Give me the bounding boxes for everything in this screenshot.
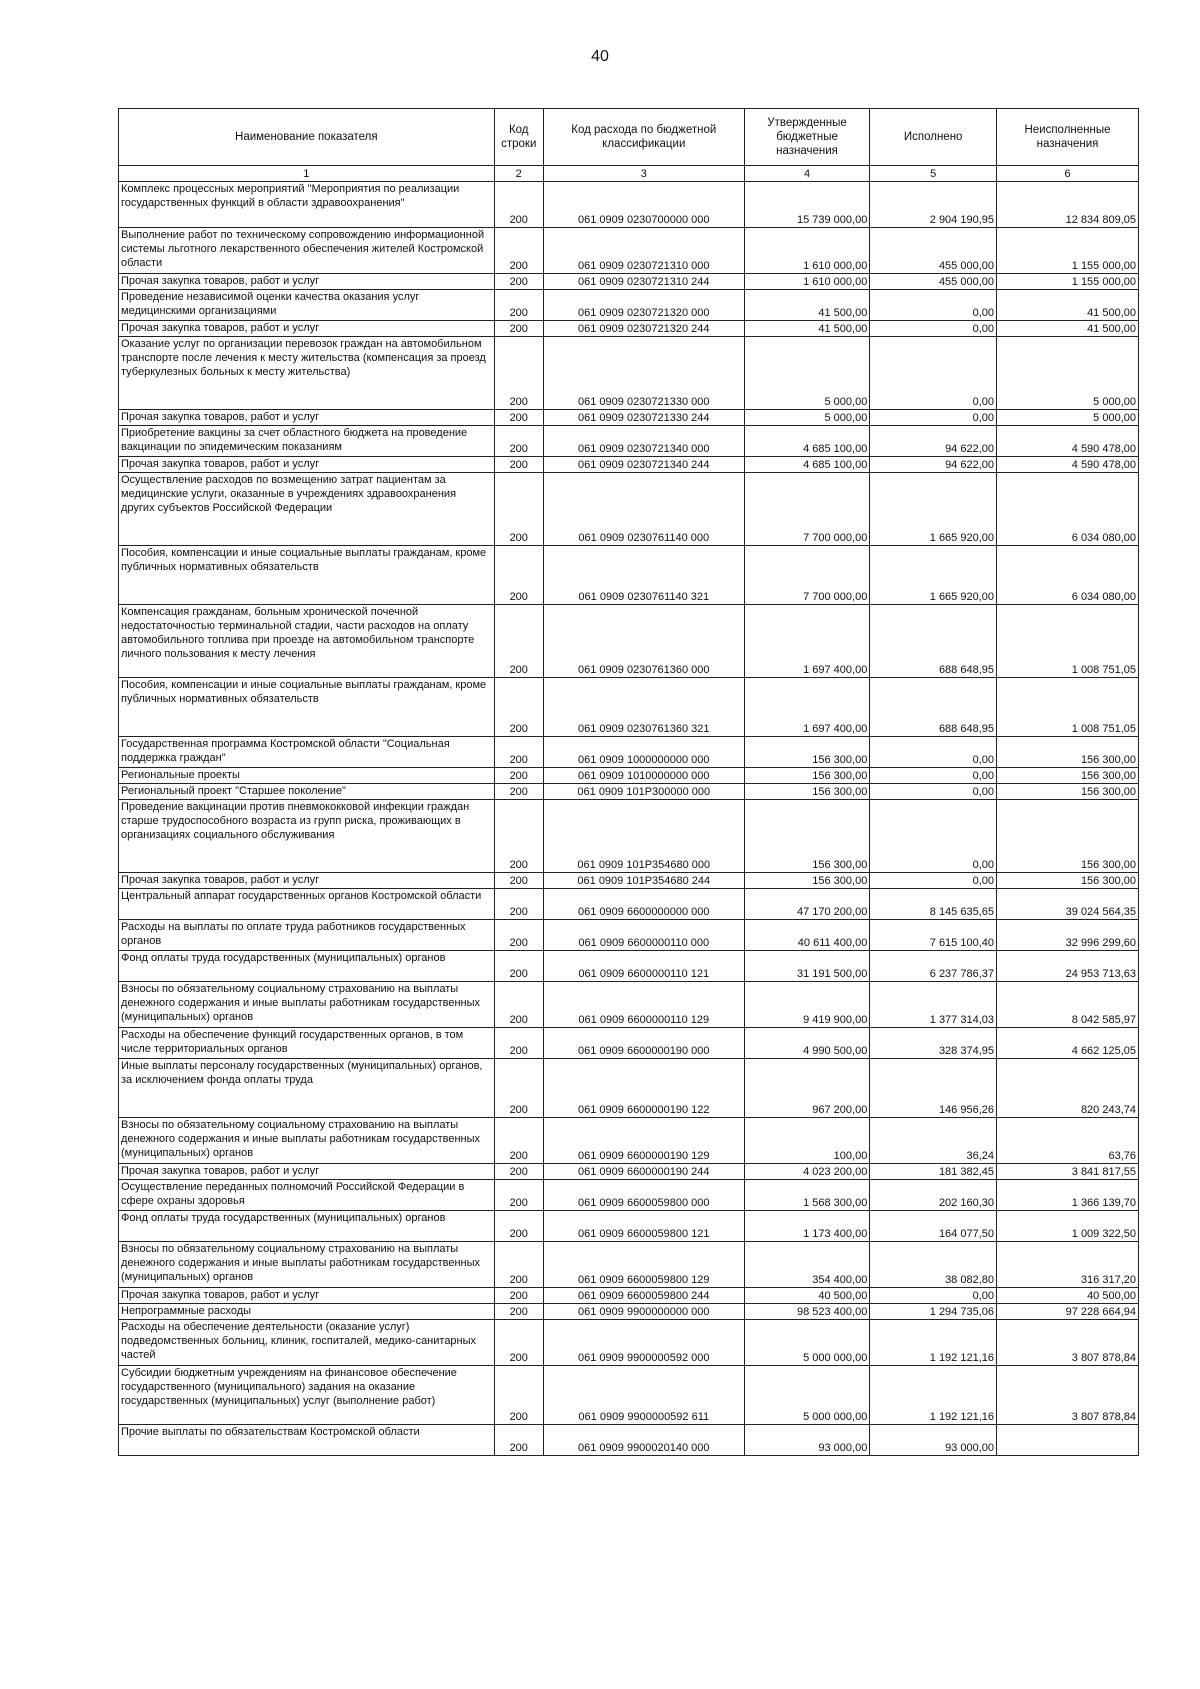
indicator-name-cell: Прочая закупка товаров, работ и услуг <box>119 873 495 889</box>
line-code-cell: 200 <box>494 1288 543 1304</box>
table-row <box>119 290 1139 321</box>
approved-amount-cell: 1 697 400,00 <box>744 678 870 737</box>
indicator-name-cell: Пособия, компенсации и иные социальные выплаты гражданам, кроме публичных нормативных обязательств <box>119 546 495 605</box>
unexecuted-amount-cell: 820 243,74 <box>997 1059 1139 1118</box>
budget-code-cell: 061 0909 6600000190 129 <box>543 1118 744 1164</box>
unexecuted-amount-cell: 24 953 713,63 <box>997 951 1139 982</box>
unexecuted-amount-cell: 1 155 000,00 <box>997 228 1139 274</box>
executed-amount-cell: 0,00 <box>870 410 997 426</box>
line-code-cell: 200 <box>494 1028 543 1059</box>
line-code-cell: 200 <box>494 1059 543 1118</box>
indicator-name-cell: Пособия, компенсации и иные социальные выплаты гражданам, кроме публичных нормативных обязательств <box>119 678 495 737</box>
indicator-name-cell: Проведение вакцинации против пневмококковой инфекции граждан старше трудоспособного возраста из групп риска, проживающих в организациях социального обслуживания <box>119 800 495 873</box>
table-row <box>119 337 1139 410</box>
approved-amount-cell: 31 191 500,00 <box>744 951 870 982</box>
table-row <box>119 982 1139 1028</box>
table-row <box>119 1164 1139 1180</box>
unexecuted-amount-cell: 3 841 817,55 <box>997 1164 1139 1180</box>
approved-amount-cell: 5 000,00 <box>744 337 870 410</box>
unexecuted-amount-cell: 156 300,00 <box>997 800 1139 873</box>
line-code-cell: 200 <box>494 951 543 982</box>
executed-amount-cell: 0,00 <box>870 784 997 800</box>
budget-code-cell: 061 0909 0230721330 244 <box>543 410 744 426</box>
unexecuted-amount-cell: 40 500,00 <box>997 1288 1139 1304</box>
header-budget-code: Код расхода по бюджетной классификации <box>543 109 744 166</box>
budget-code-cell: 061 0909 6600059800 121 <box>543 1211 744 1242</box>
executed-amount-cell: 0,00 <box>870 1288 997 1304</box>
table-row <box>119 1118 1139 1164</box>
page-number: 40 <box>591 48 609 65</box>
unexecuted-amount-cell: 97 228 664,94 <box>997 1304 1139 1320</box>
approved-amount-cell: 156 300,00 <box>744 737 870 768</box>
approved-amount-cell: 100,00 <box>744 1118 870 1164</box>
indicator-name-cell: Непрограммные расходы <box>119 1304 495 1320</box>
executed-amount-cell: 1 192 121,16 <box>870 1320 997 1366</box>
unexecuted-amount-cell: 156 300,00 <box>997 784 1139 800</box>
indicator-name-cell: Комплекс процессных мероприятий "Мероприятия по реализации государственных функций в области здравоохранения" <box>119 182 495 228</box>
line-code-cell: 200 <box>494 321 543 337</box>
table-row <box>119 426 1139 457</box>
unexecuted-amount-cell: 5 000,00 <box>997 410 1139 426</box>
indicator-name-cell: Выполнение работ по техническому сопровождению информационной системы льготного лекарственного обеспечения жителей Костромской области <box>119 228 495 274</box>
table-row <box>119 1211 1139 1242</box>
table-row <box>119 1288 1139 1304</box>
indicator-name-cell: Взносы по обязательному социальному страхованию на выплаты денежного содержания и иные выплаты работникам государственных (муниципальных) органов <box>119 1242 495 1288</box>
unexecuted-amount-cell: 6 034 080,00 <box>997 546 1139 605</box>
approved-amount-cell: 156 300,00 <box>744 768 870 784</box>
unexecuted-amount-cell: 1 155 000,00 <box>997 274 1139 290</box>
indicator-name-cell: Прочая закупка товаров, работ и услуг <box>119 1288 495 1304</box>
executed-amount-cell: 1 665 920,00 <box>870 546 997 605</box>
line-code-cell: 200 <box>494 737 543 768</box>
indicator-name-cell: Фонд оплаты труда государственных (муниципальных) органов <box>119 1211 495 1242</box>
column-numbers-row <box>119 166 1139 182</box>
approved-amount-cell: 1 610 000,00 <box>744 274 870 290</box>
approved-amount-cell: 4 685 100,00 <box>744 457 870 473</box>
line-code-cell: 200 <box>494 1366 543 1425</box>
budget-code-cell: 061 0909 1010000000 000 <box>543 768 744 784</box>
table-header-row <box>119 109 1139 166</box>
indicator-name-cell: Субсидии бюджетным учреждениям на финансовое обеспечение государственного (муниципального) задания на оказание государственных (муниципальных) услуг (выполнение работ) <box>119 1366 495 1425</box>
indicator-name-cell: Приобретение вакцины за счет областного бюджета на проведение вакцинации по эпидемическим показаниям <box>119 426 495 457</box>
budget-code-cell: 061 0909 6600000190 244 <box>543 1164 744 1180</box>
approved-amount-cell: 1 697 400,00 <box>744 605 870 678</box>
line-code-cell: 200 <box>494 678 543 737</box>
approved-amount-cell: 40 611 400,00 <box>744 920 870 951</box>
approved-amount-cell: 7 700 000,00 <box>744 473 870 546</box>
approved-amount-cell: 98 523 400,00 <box>744 1304 870 1320</box>
budget-code-cell: 061 0909 101P300000 000 <box>543 784 744 800</box>
table-row <box>119 1320 1139 1366</box>
budget-code-cell: 061 0909 6600059800 000 <box>543 1180 744 1211</box>
unexecuted-amount-cell: 3 807 878,84 <box>997 1320 1139 1366</box>
approved-amount-cell: 1 568 300,00 <box>744 1180 870 1211</box>
table-row <box>119 800 1139 873</box>
table-row <box>119 1425 1139 1456</box>
approved-amount-cell: 4 023 200,00 <box>744 1164 870 1180</box>
table-row <box>119 1366 1139 1425</box>
line-code-cell: 200 <box>494 605 543 678</box>
column-number: 2 <box>494 166 543 182</box>
approved-amount-cell: 1 173 400,00 <box>744 1211 870 1242</box>
budget-code-cell: 061 0909 6600000190 122 <box>543 1059 744 1118</box>
line-code-cell: 200 <box>494 800 543 873</box>
table-row <box>119 473 1139 546</box>
indicator-name-cell: Прочие выплаты по обязательствам Костромской области <box>119 1425 495 1456</box>
unexecuted-amount-cell: 316 317,20 <box>997 1242 1139 1288</box>
indicator-name-cell: Фонд оплаты труда государственных (муниципальных) органов <box>119 951 495 982</box>
executed-amount-cell: 181 382,45 <box>870 1164 997 1180</box>
budget-execution-table <box>118 108 1139 1456</box>
budget-code-cell: 061 0909 0230721340 244 <box>543 457 744 473</box>
approved-amount-cell: 41 500,00 <box>744 290 870 321</box>
approved-amount-cell: 15 739 000,00 <box>744 182 870 228</box>
line-code-cell: 200 <box>494 1320 543 1366</box>
executed-amount-cell: 0,00 <box>870 800 997 873</box>
unexecuted-amount-cell: 4 590 478,00 <box>997 426 1139 457</box>
line-code-cell: 200 <box>494 290 543 321</box>
approved-amount-cell: 41 500,00 <box>744 321 870 337</box>
executed-amount-cell: 8 145 635,65 <box>870 889 997 920</box>
table-row <box>119 546 1139 605</box>
executed-amount-cell: 688 648,95 <box>870 605 997 678</box>
approved-amount-cell: 5 000,00 <box>744 410 870 426</box>
approved-amount-cell: 156 300,00 <box>744 800 870 873</box>
indicator-name-cell: Расходы на обеспечение деятельности (оказание услуг) подведомственных больниц, клиник, госпиталей, медико-санитарных частей <box>119 1320 495 1366</box>
indicator-name-cell: Проведение независимой оценки качества оказания услуг медицинскими организациями <box>119 290 495 321</box>
budget-code-cell: 061 0909 0230721330 000 <box>543 337 744 410</box>
table-row <box>119 1180 1139 1211</box>
line-code-cell: 200 <box>494 784 543 800</box>
budget-code-cell: 061 0909 0230761140 321 <box>543 546 744 605</box>
budget-code-cell: 061 0909 0230761360 000 <box>543 605 744 678</box>
column-number: 6 <box>997 166 1139 182</box>
budget-code-cell: 061 0909 9900000000 000 <box>543 1304 744 1320</box>
executed-amount-cell: 0,00 <box>870 290 997 321</box>
indicator-name-cell: Расходы на выплаты по оплате труда работников государственных органов <box>119 920 495 951</box>
budget-code-cell: 061 0909 9900000592 000 <box>543 1320 744 1366</box>
unexecuted-amount-cell: 5 000,00 <box>997 337 1139 410</box>
budget-code-cell: 061 0909 0230721320 000 <box>543 290 744 321</box>
header-line-code: Код строки <box>494 109 543 166</box>
column-number: 5 <box>870 166 997 182</box>
executed-amount-cell: 0,00 <box>870 873 997 889</box>
unexecuted-amount-cell: 156 300,00 <box>997 737 1139 768</box>
table-row <box>119 182 1139 228</box>
approved-amount-cell: 354 400,00 <box>744 1242 870 1288</box>
budget-code-cell: 061 0909 6600000000 000 <box>543 889 744 920</box>
unexecuted-amount-cell: 4 590 478,00 <box>997 457 1139 473</box>
approved-amount-cell: 4 685 100,00 <box>744 426 870 457</box>
line-code-cell: 200 <box>494 410 543 426</box>
executed-amount-cell: 688 648,95 <box>870 678 997 737</box>
unexecuted-amount-cell: 6 034 080,00 <box>997 473 1139 546</box>
executed-amount-cell: 2 904 190,95 <box>870 182 997 228</box>
budget-code-cell: 061 0909 6600000110 129 <box>543 982 744 1028</box>
table-row <box>119 1059 1139 1118</box>
line-code-cell: 200 <box>494 1211 543 1242</box>
unexecuted-amount-cell: 4 662 125,05 <box>997 1028 1139 1059</box>
table-row <box>119 920 1139 951</box>
executed-amount-cell: 164 077,50 <box>870 1211 997 1242</box>
unexecuted-amount-cell: 3 807 878,84 <box>997 1366 1139 1425</box>
table-row <box>119 889 1139 920</box>
table-row <box>119 678 1139 737</box>
approved-amount-cell: 5 000 000,00 <box>744 1320 870 1366</box>
table-row <box>119 1028 1139 1059</box>
executed-amount-cell: 94 622,00 <box>870 457 997 473</box>
unexecuted-amount-cell: 156 300,00 <box>997 768 1139 784</box>
unexecuted-amount-cell: 41 500,00 <box>997 290 1139 321</box>
line-code-cell: 200 <box>494 1304 543 1320</box>
unexecuted-amount-cell: 1 009 322,50 <box>997 1211 1139 1242</box>
budget-code-cell: 061 0909 101P354680 244 <box>543 873 744 889</box>
table-row <box>119 873 1139 889</box>
indicator-name-cell: Прочая закупка товаров, работ и услуг <box>119 410 495 426</box>
line-code-cell: 200 <box>494 337 543 410</box>
budget-code-cell: 061 0909 1000000000 000 <box>543 737 744 768</box>
budget-code-cell: 061 0909 0230721340 000 <box>543 426 744 457</box>
table-row <box>119 228 1139 274</box>
indicator-name-cell: Прочая закупка товаров, работ и услуг <box>119 1164 495 1180</box>
table-row <box>119 737 1139 768</box>
line-code-cell: 200 <box>494 768 543 784</box>
executed-amount-cell: 7 615 100,40 <box>870 920 997 951</box>
unexecuted-amount-cell: 63,76 <box>997 1118 1139 1164</box>
unexecuted-amount-cell: 32 996 299,60 <box>997 920 1139 951</box>
column-number: 1 <box>119 166 495 182</box>
unexecuted-amount-cell: 1 008 751,05 <box>997 678 1139 737</box>
line-code-cell: 200 <box>494 889 543 920</box>
budget-code-cell: 061 0909 0230721320 244 <box>543 321 744 337</box>
indicator-name-cell: Взносы по обязательному социальному страхованию на выплаты денежного содержания и иные выплаты работникам государственных (муниципальных) органов <box>119 1118 495 1164</box>
executed-amount-cell: 94 622,00 <box>870 426 997 457</box>
line-code-cell: 200 <box>494 982 543 1028</box>
header-indicator-name: Наименование показателя <box>119 109 495 166</box>
indicator-name-cell: Государственная программа Костромской области "Социальная поддержка граждан" <box>119 737 495 768</box>
unexecuted-amount-cell: 39 024 564,35 <box>997 889 1139 920</box>
table-body <box>119 182 1139 1456</box>
approved-amount-cell: 156 300,00 <box>744 873 870 889</box>
budget-code-cell: 061 0909 9900020140 000 <box>543 1425 744 1456</box>
budget-code-cell: 061 0909 101P354680 000 <box>543 800 744 873</box>
table-row <box>119 321 1139 337</box>
indicator-name-cell: Взносы по обязательному социальному страхованию на выплаты денежного содержания и иные выплаты работникам государственных (муниципальных) органов <box>119 982 495 1028</box>
indicator-name-cell: Региональные проекты <box>119 768 495 784</box>
executed-amount-cell: 328 374,95 <box>870 1028 997 1059</box>
approved-amount-cell: 967 200,00 <box>744 1059 870 1118</box>
budget-code-cell: 061 0909 0230700000 000 <box>543 182 744 228</box>
indicator-name-cell: Прочая закупка товаров, работ и услуг <box>119 457 495 473</box>
unexecuted-amount-cell: 41 500,00 <box>997 321 1139 337</box>
approved-amount-cell: 4 990 500,00 <box>744 1028 870 1059</box>
line-code-cell: 200 <box>494 473 543 546</box>
executed-amount-cell: 93 000,00 <box>870 1425 997 1456</box>
line-code-cell: 200 <box>494 1242 543 1288</box>
indicator-name-cell: Осуществление расходов по возмещению затрат пациентам за медицинские услуги, оказанные в учреждениях здравоохранения других субъектов Российской Федерации <box>119 473 495 546</box>
table-row <box>119 1242 1139 1288</box>
table-row <box>119 605 1139 678</box>
line-code-cell: 200 <box>494 182 543 228</box>
indicator-name-cell: Центральный аппарат государственных органов Костромской области <box>119 889 495 920</box>
line-code-cell: 200 <box>494 228 543 274</box>
table-row <box>119 410 1139 426</box>
budget-code-cell: 061 0909 6600000110 121 <box>543 951 744 982</box>
unexecuted-amount-cell: 156 300,00 <box>997 873 1139 889</box>
unexecuted-amount-cell: 1 008 751,05 <box>997 605 1139 678</box>
indicator-name-cell: Расходы на обеспечение функций государственных органов, в том числе территориальных органов <box>119 1028 495 1059</box>
budget-code-cell: 061 0909 0230721310 000 <box>543 228 744 274</box>
indicator-name-cell: Прочая закупка товаров, работ и услуг <box>119 274 495 290</box>
line-code-cell: 200 <box>494 1118 543 1164</box>
executed-amount-cell: 1 192 121,16 <box>870 1366 997 1425</box>
executed-amount-cell: 1 377 314,03 <box>870 982 997 1028</box>
line-code-cell: 200 <box>494 873 543 889</box>
table-row <box>119 784 1139 800</box>
line-code-cell: 200 <box>494 274 543 290</box>
budget-code-cell: 061 0909 9900000592 611 <box>543 1366 744 1425</box>
header-unexecuted: Неисполненные назначения <box>997 109 1139 166</box>
header-approved: Утвержденные бюджетные назначения <box>744 109 870 166</box>
table-row <box>119 951 1139 982</box>
budget-code-cell: 061 0909 0230761360 321 <box>543 678 744 737</box>
unexecuted-amount-cell: 1 366 139,70 <box>997 1180 1139 1211</box>
unexecuted-amount-cell <box>997 1425 1139 1456</box>
executed-amount-cell: 455 000,00 <box>870 274 997 290</box>
table-row <box>119 1304 1139 1320</box>
executed-amount-cell: 1 665 920,00 <box>870 473 997 546</box>
line-code-cell: 200 <box>494 920 543 951</box>
budget-code-cell: 061 0909 0230761140 000 <box>543 473 744 546</box>
executed-amount-cell: 455 000,00 <box>870 228 997 274</box>
executed-amount-cell: 38 082,80 <box>870 1242 997 1288</box>
budget-code-cell: 061 0909 6600000190 000 <box>543 1028 744 1059</box>
budget-code-cell: 061 0909 6600059800 244 <box>543 1288 744 1304</box>
approved-amount-cell: 5 000 000,00 <box>744 1366 870 1425</box>
unexecuted-amount-cell: 8 042 585,97 <box>997 982 1139 1028</box>
indicator-name-cell: Компенсация гражданам, больным хронической почечной недостаточностью терминальной стадии, части расходов на оплату автомобильного топлива при проезде на автомобильном транспорте личного пользования к месту лечения <box>119 605 495 678</box>
indicator-name-cell: Иные выплаты персоналу государственных (муниципальных) органов, за исключением фонда оплаты труда <box>119 1059 495 1118</box>
approved-amount-cell: 7 700 000,00 <box>744 546 870 605</box>
table-row <box>119 768 1139 784</box>
indicator-name-cell: Региональный проект "Старшее поколение" <box>119 784 495 800</box>
approved-amount-cell: 47 170 200,00 <box>744 889 870 920</box>
executed-amount-cell: 0,00 <box>870 768 997 784</box>
line-code-cell: 200 <box>494 1180 543 1211</box>
table-row <box>119 274 1139 290</box>
indicator-name-cell: Оказание услуг по организации перевозок граждан на автомобильном транспорте после лечения к месту жительства (компенсация за проезд туберкулезных больных к месту жительства) <box>119 337 495 410</box>
executed-amount-cell: 0,00 <box>870 737 997 768</box>
column-number: 4 <box>744 166 870 182</box>
indicator-name-cell: Осуществление переданных полномочий Российской Федерации в сфере охраны здоровья <box>119 1180 495 1211</box>
header-executed: Исполнено <box>870 109 997 166</box>
executed-amount-cell: 0,00 <box>870 337 997 410</box>
approved-amount-cell: 9 419 900,00 <box>744 982 870 1028</box>
executed-amount-cell: 202 160,30 <box>870 1180 997 1211</box>
line-code-cell: 200 <box>494 1425 543 1456</box>
approved-amount-cell: 93 000,00 <box>744 1425 870 1456</box>
budget-code-cell: 061 0909 6600000110 000 <box>543 920 744 951</box>
executed-amount-cell: 146 956,26 <box>870 1059 997 1118</box>
executed-amount-cell: 0,00 <box>870 321 997 337</box>
line-code-cell: 200 <box>494 546 543 605</box>
unexecuted-amount-cell: 12 834 809,05 <box>997 182 1139 228</box>
line-code-cell: 200 <box>494 1164 543 1180</box>
line-code-cell: 200 <box>494 426 543 457</box>
budget-code-cell: 061 0909 6600059800 129 <box>543 1242 744 1288</box>
approved-amount-cell: 156 300,00 <box>744 784 870 800</box>
executed-amount-cell: 1 294 735,06 <box>870 1304 997 1320</box>
table-row <box>119 457 1139 473</box>
approved-amount-cell: 1 610 000,00 <box>744 228 870 274</box>
indicator-name-cell: Прочая закупка товаров, работ и услуг <box>119 321 495 337</box>
line-code-cell: 200 <box>494 457 543 473</box>
executed-amount-cell: 36,24 <box>870 1118 997 1164</box>
budget-code-cell: 061 0909 0230721310 244 <box>543 274 744 290</box>
approved-amount-cell: 40 500,00 <box>744 1288 870 1304</box>
column-number: 3 <box>543 166 744 182</box>
executed-amount-cell: 6 237 786,37 <box>870 951 997 982</box>
